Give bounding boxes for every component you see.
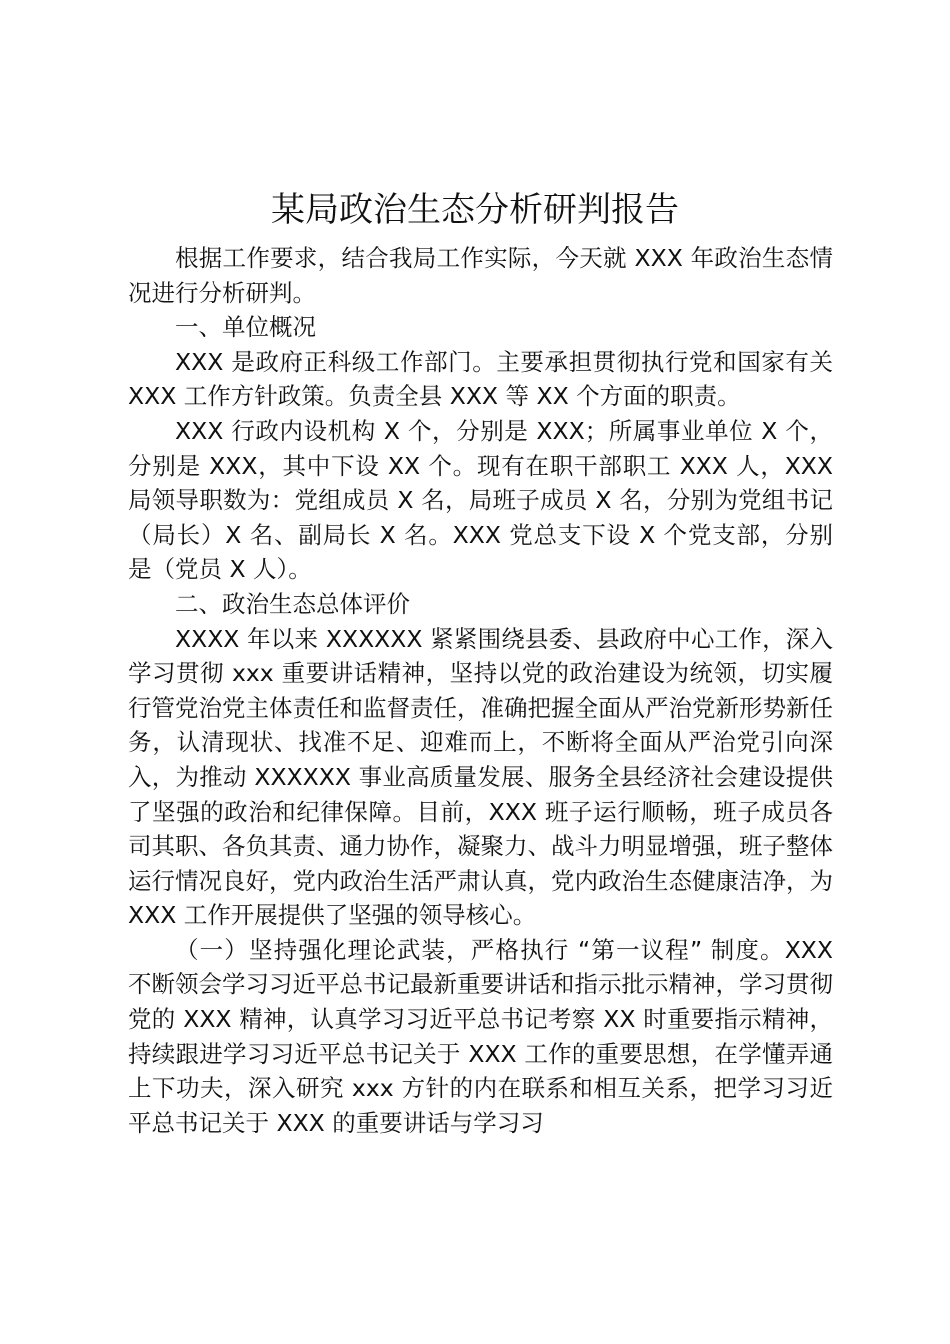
paragraph-intro: 根据工作要求，结合我局工作实际，今天就 XXX 年政治生态情况进行分析研判。 [128, 244, 833, 307]
section-heading-overall-evaluation: 二、政治生态总体评价 [175, 589, 410, 618]
document-body [128, 241, 833, 1140]
paragraph-unit-duties: XXX 是政府正科级工作部门。主要承担贯彻执行党和国家有关 XXX 工作方针政策。负责全县 XXX 等 XX 个方面的职责。 [128, 347, 833, 411]
section-heading-unit-overview: 一、单位概况 [175, 313, 316, 342]
paragraph-unit-structure: XXX 行政内设机构 X 个，分别是 XXX；所属事业单位 X 个，分别是 XXX，其中下设 XX 个。现有在职干部职工 XXX 人，XXX 局领导职数为：党组成员 X 名，局班子成员 X 名，分别为党组书记（局长）X 名、副局长 X 名。XXX 党总支下设 X 个党支部，分别是（党员 X 人）。 [128, 416, 833, 584]
document-title: 某局政治生态分析研判报告 [271, 190, 679, 230]
paragraph-overall-evaluation: XXXX 年以来 XXXXXX 紧紧围绕县委、县政府中心工作，深入学习贯彻 xxx 重要讲话精神，坚持以党的政治建设为统领，切实履行管党治党主体责任和监督责任，准确把握全面从严治党新形势新任务，认清现状、找准不足、迎难而上，不断将全面从严治党引向深入，为推动 XXXXXX 事业高质量发展、服务全县经济社会建设提供了坚强的政治和纪律保障。目前，XXX 班子运行顺畅，班子成员各司其职、各负其责、通力协作，凝聚力、战斗力明显增强，班子整体运行情况良好，党内政治生活严肃认真，党内政治生态健康洁净，为 XXX 工作开展提供了坚强的领导核心。 [128, 624, 833, 930]
paragraph-theory-study: （一）坚持强化理论武装，严格执行 “第一议程” 制度。XXX 不断领会学习习近平总书记最新重要讲话和指示批示精神，学习贯彻党的 XXX 精神，认真学习习近平总书记考察 XX 时重要指示精神，持续跟进学习习近平总书记关于 XXX 工作的重要思想，在学懂弄通上下功夫，深入研究 xxx 方针的内在联系和相互关系，把学习习近平总书记关于 XXX 的重要讲话与学习习 [128, 935, 833, 1137]
